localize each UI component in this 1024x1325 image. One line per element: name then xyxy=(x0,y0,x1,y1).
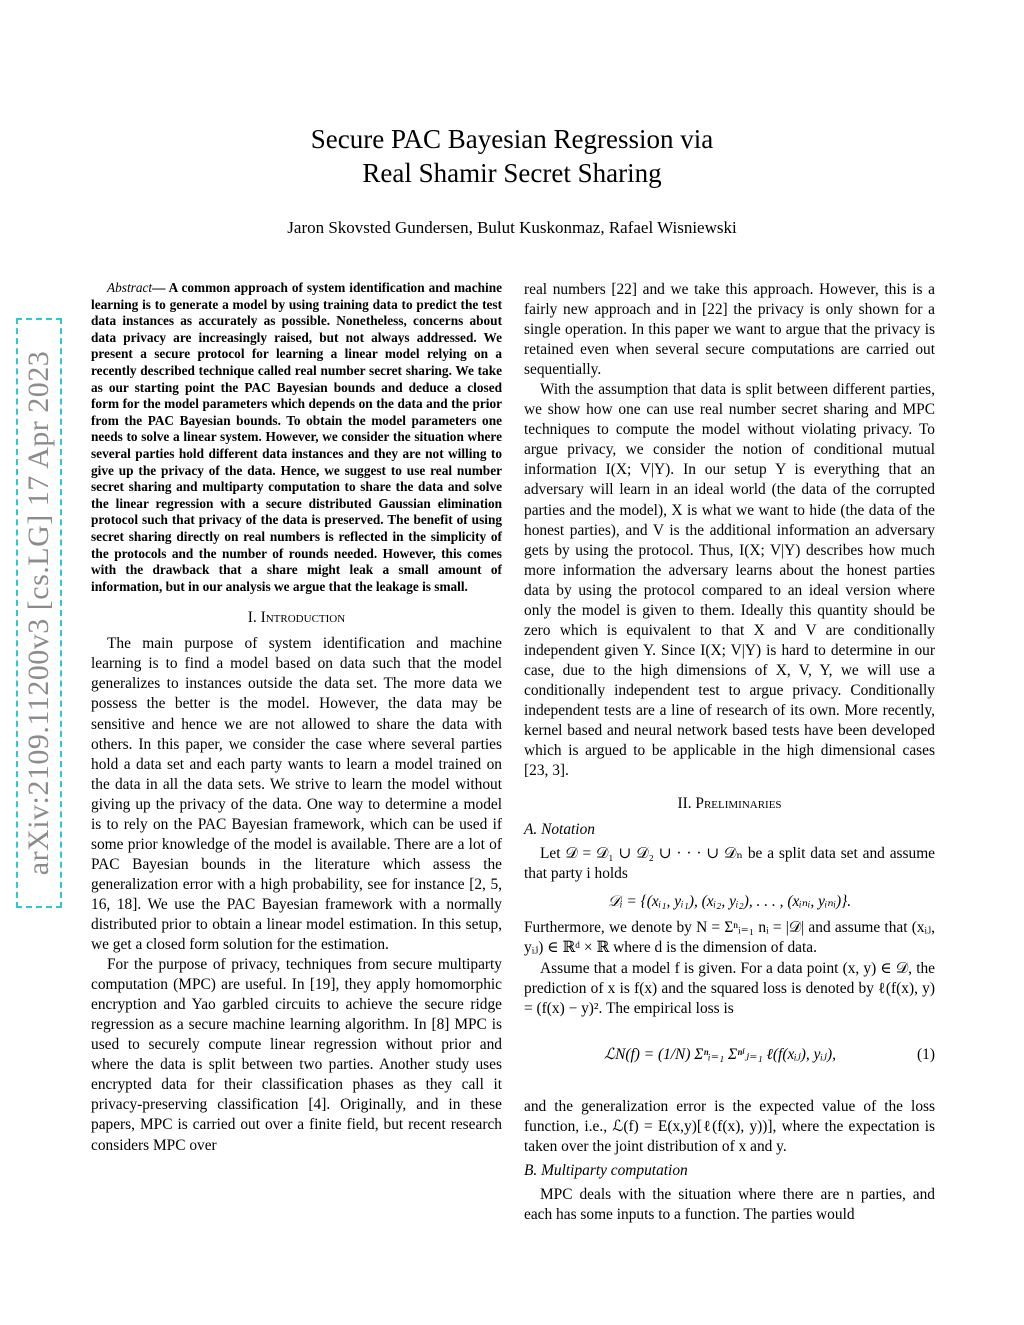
empirical-loss-equation: ℒN(f) = (1/N) Σⁿᵢ₌₁ Σⁿⁱⱼ₌₁ ℓ(f(xᵢⱼ), yᵢⱼ), xyxy=(604,1045,836,1063)
right-paragraph-1: real numbers [22] and we take this approach. However, this is a fairly new approach and in [22] the privacy is only shown for a single operation. In this paper we want to argue that the privacy is retained even when several secure computations are carried out sequentially. xyxy=(524,281,935,379)
notation-paragraph-4: and the generalization error is the expected value of the loss function, i.e., ℒ(f) = E(x,y)[ℓ(f(x), y))], where the expectation is taken over the joint distribution of x and y. xyxy=(524,1097,935,1155)
arxiv-side-stamp xyxy=(16,318,62,908)
section-heading-preliminaries: II. Preliminaries xyxy=(677,795,782,813)
abstract-text: — A common approach of system identification and machine learning is to generate a model by using training data to predict the test data instances as accurately as possible. Nonetheless, concerns about data privacy are increasingly raised, but not always addressed. We present a secure protocol for learning a linear model relying on a recently described technique called real number secret sharing. We take as our starting point the PAC Bayesian bounds and deduce a closed form for the model parameters which depends on the data and the prior from the PAC Bayesian bounds. To obtain the model parameters one needs to solve a linear system. However, we consider the situation where several parties hold different data instances and they are not willing to give up the privacy of the data. Hence, we suggest to use real number secret sharing and multiparty computation to share the data and solve the linear regression with a secure distributed Gaussian elimination protocol such that privacy of the data is preserved. The benefit of using secret sharing directly on real numbers is reflected in the simplicity of the protocols and the number of rounds needed. However, this comes with the drawback that a share might leak a small amount of information, but in our analysis we argue that the leakage is small. xyxy=(91,280,502,594)
notation-paragraph-1: Let 𝒟 = 𝒟₁ ∪ 𝒟₂ ∪ · · · ∪ 𝒟ₙ be a split data set and assume that party i holds xyxy=(524,845,935,883)
subsection-heading-mpc: B. Multiparty computation xyxy=(524,1161,688,1179)
section-heading-introduction: I. Introduction xyxy=(247,609,346,627)
abstract-label: Abstract xyxy=(107,280,153,295)
author-list: Jaron Skovsted Gundersen, Bulut Kuskonmaz, Rafael Wisniewski xyxy=(287,218,737,237)
paper-title xyxy=(0,122,1024,190)
notation-paragraph-3: Assume that a model f is given. For a data point (x, y) ∈ 𝒟, the prediction of x is f(x) and the squared loss is denoted by ℓ(f(x), y) = (f(x) − y)². The empirical loss is xyxy=(524,959,935,1017)
subsection-heading-notation: A. Notation xyxy=(524,821,595,839)
equation-1-block xyxy=(524,1029,935,1087)
right-column xyxy=(524,280,935,1225)
title-line-1: Secure PAC Bayesian Regression via xyxy=(310,124,714,154)
arxiv-identifier: arXiv:2109.11200v3 [cs.LG] 17 Apr 2023 xyxy=(22,350,55,876)
abstract xyxy=(91,280,502,595)
right-paragraph-2: With the assumption that data is split between different parties, we show how one can use real number secret sharing and MPC techniques to compute the model without violating privacy. To argue privacy, we consider the notion of conditional mutual information I(X; V|Y). In our setup Y is everything that an adversary will learn in an ideal world (the data of the corrupted parties and the model), X is what we want to hide (the data of the honest parties), and V is the additional information an adversary gets by using the protocol. Thus, I(X; V|Y) describes how much more information the adversary learns about the honest parties data by using the protocol compared to an ideal version where only the model is given to them. Ideally this quantity should be zero which is equivalent to that X and V are conditionally independent given Y. Since I(X; V|Y) is hard to determine in our case, due to the high dimensions of X, V, Y, we will use a conditionally independent test to argue privacy. Conditionally independent tests are a line of research of its own. More recently, kernel based and neural network based tests have been developed which is argued to be applicable in the high dimensional cases [23, 3]. xyxy=(524,381,935,780)
mpc-paragraph-1: MPC deals with the situation where there are n parties, and each has some inputs to a function. The parties would xyxy=(524,1185,935,1223)
dataset-definition-equation: 𝒟ᵢ = {(xᵢ₁, yᵢ₁), (xᵢ₂, yᵢ₂), . . . , (xᵢₙᵢ, yᵢₙᵢ)}. xyxy=(607,893,852,911)
equation-number: (1) xyxy=(917,1045,935,1063)
title-line-2: Real Shamir Secret Sharing xyxy=(362,158,662,188)
intro-paragraph-1: The main purpose of system identification and machine learning is to find a model based on data such that the model generalizes to instances outside the data set. The more data we possess the better is the model. However, the data may be sensitive and hence we are not allowed to share the data with others. In this paper, we consider the case where several parties hold a data set and each party wants to learn a model trained on the data in all the data sets. We strive to learn the model without giving up the privacy of the data. One way to determine a model is to rely on the PAC Bayesian framework, which can be used if some prior knowledge of the model is available. There are a lot of PAC Bayesian bounds in the literature which assess the generalization error with a high probability, see for instance [2, 5, 16, 18]. We use the PAC Bayesian framework with a normally distributed prior to obtain a linear model estimation. In this setup, we get a closed form solution for the estimation. xyxy=(91,635,502,954)
notation-paragraph-2: Furthermore, we denote by N = Σⁿᵢ₌₁ nᵢ = |𝒟| and assume that (xᵢⱼ, yᵢⱼ) ∈ ℝᵈ × ℝ where d is the dimension of data. xyxy=(524,919,935,957)
intro-paragraph-2: For the purpose of privacy, techniques from secure multiparty computation (MPC) are useful. In [19], they apply homomorphic encryption and Yao garbled circuits to achieve the secure ridge regression as a secure machine learning algorithm. In [8] MPC is used to securely compute linear regression without prior and where the data is split between two parties. Another study uses encrypted data for their classification phases as they call it privacy-preserving classification [4]. Originally, and in these papers, MPC is carried out over a finite field, but recent research considers MPC over xyxy=(91,956,502,1154)
left-column xyxy=(91,280,502,1156)
